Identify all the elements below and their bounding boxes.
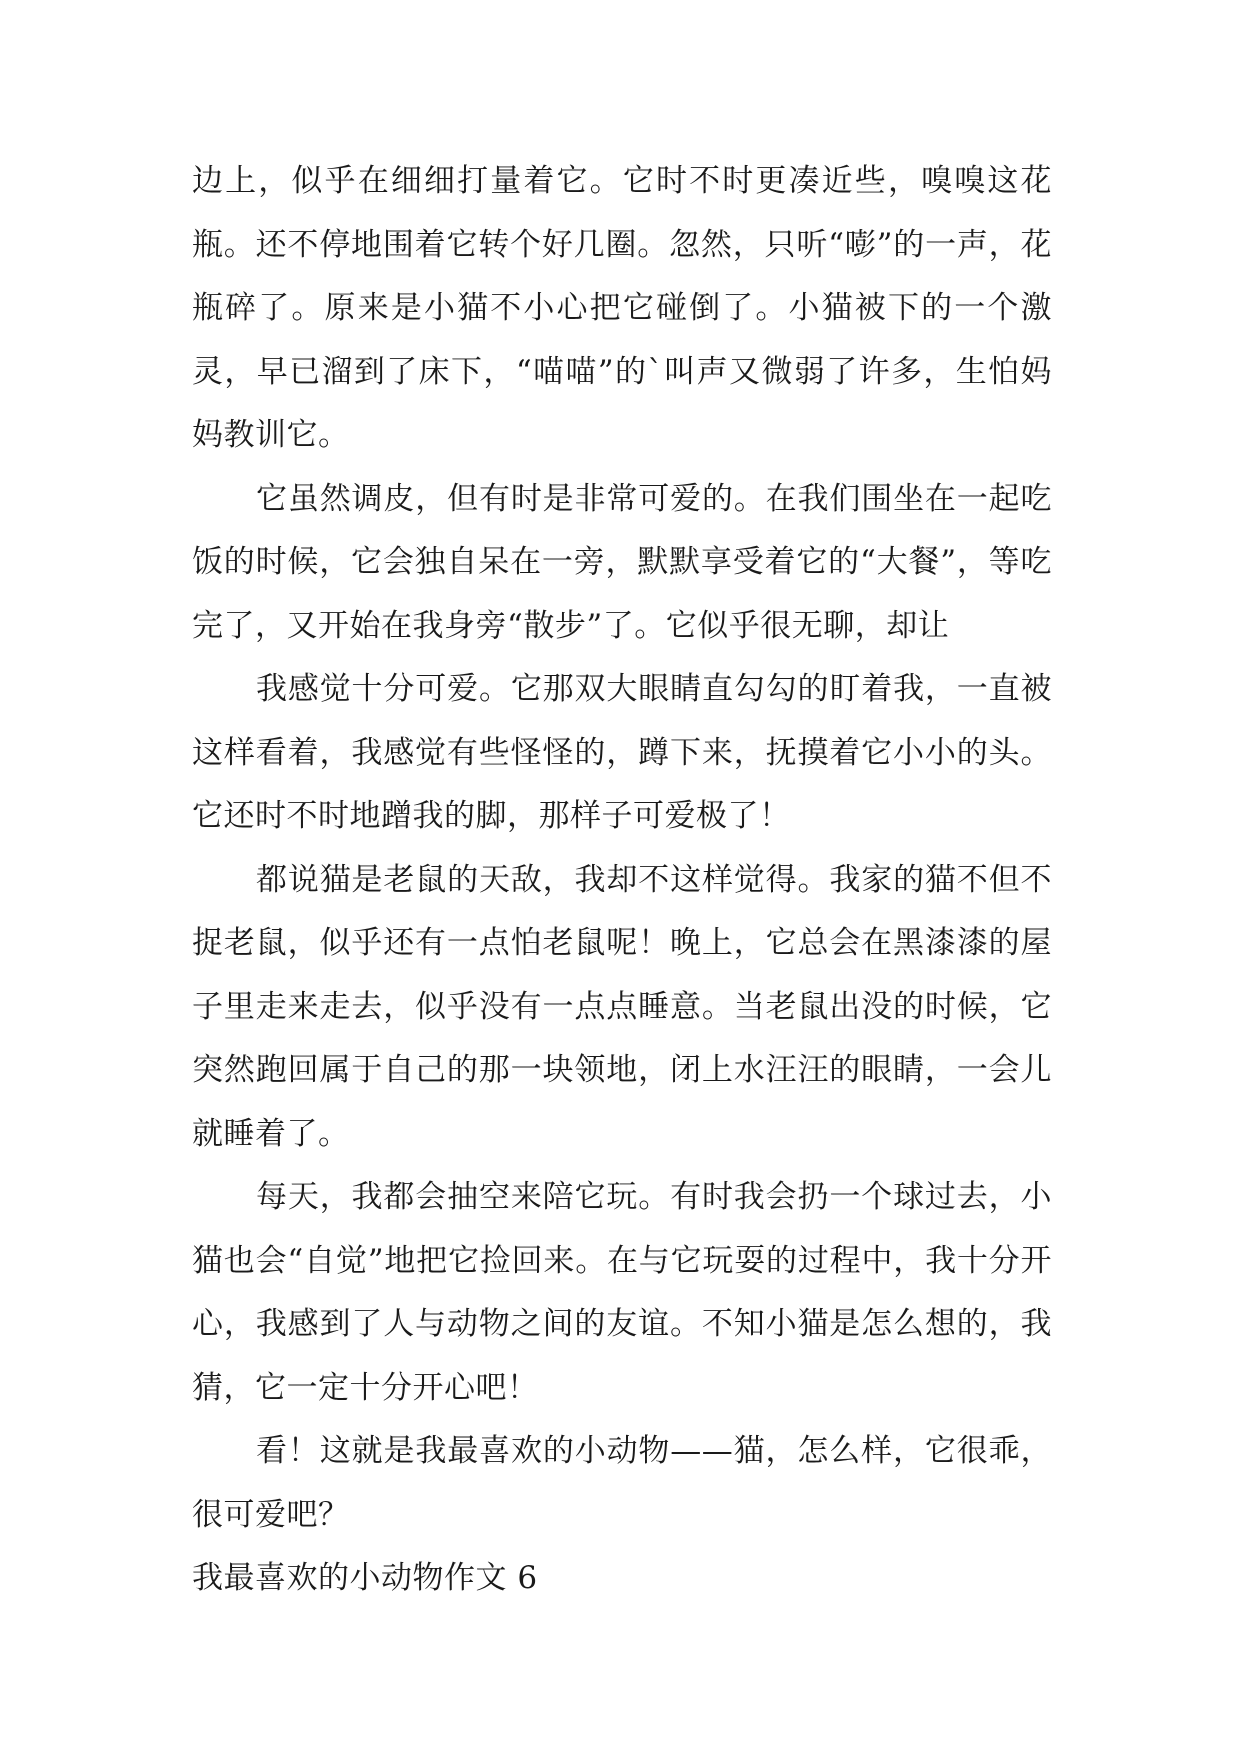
essay-title: 我最喜欢的小动物作文 6 — [192, 1560, 538, 1596]
paragraph-3: 我感觉十分可爱。它那双大眼睛直勾勾的盯着我，一直被这样看着，我感觉有些怪怪的，蹲下来，抚摸着它小小的头。它还时不时地蹭我的脚，那样子可爱极了！ — [192, 671, 1052, 834]
paragraph-2: 它虽然调皮，但有时是非常可爱的。在我们围坐在一起吃饭的时候，它会独自呆在一旁，默默享受着它的“大餐”，等吃完了，又开始在我身旁“散步”了。它似乎很无聊，却让 — [192, 480, 1052, 644]
paragraph-1: 边上，似乎在细细打量着它。它时不时更凑近些，嗅嗅这花瓶。还不停地围着它转个好几圈。忽然，只听“嘭”的一声，花瓶碎了。原来是小猫不小心把它碰倒了。小猫被下的一个激灵，早已溜到了床下，“喵喵”的`叫声又微弱了许多，生怕妈妈教训它。 — [192, 163, 1052, 453]
document-page — [192, 150, 1052, 1611]
paragraph-6: 看！这就是我最喜欢的小动物——猫，怎么样，它很乖，很可爱吧？ — [192, 1433, 1052, 1533]
paragraph-4: 都说猫是老鼠的天敌，我却不这样觉得。我家的猫不但不捉老鼠，似乎还有一点怕老鼠呢！晚上，它总会在黑漆漆的屋子里走来走去，似乎没有一点点睡意。当老鼠出没的时候，它突然跑回属于自己的那一块领地，闭上水汪汪的眼睛，一会儿就睡着了。 — [192, 861, 1052, 1152]
paragraph-5: 每天，我都会抽空来陪它玩。有时我会扔一个球过去，小猫也会“自觉”地把它捡回来。在与它玩耍的过程中，我十分开心，我感到了人与动物之间的友谊。不知小猫是怎么想的，我猜，它一定十分开心吧！ — [192, 1179, 1052, 1406]
